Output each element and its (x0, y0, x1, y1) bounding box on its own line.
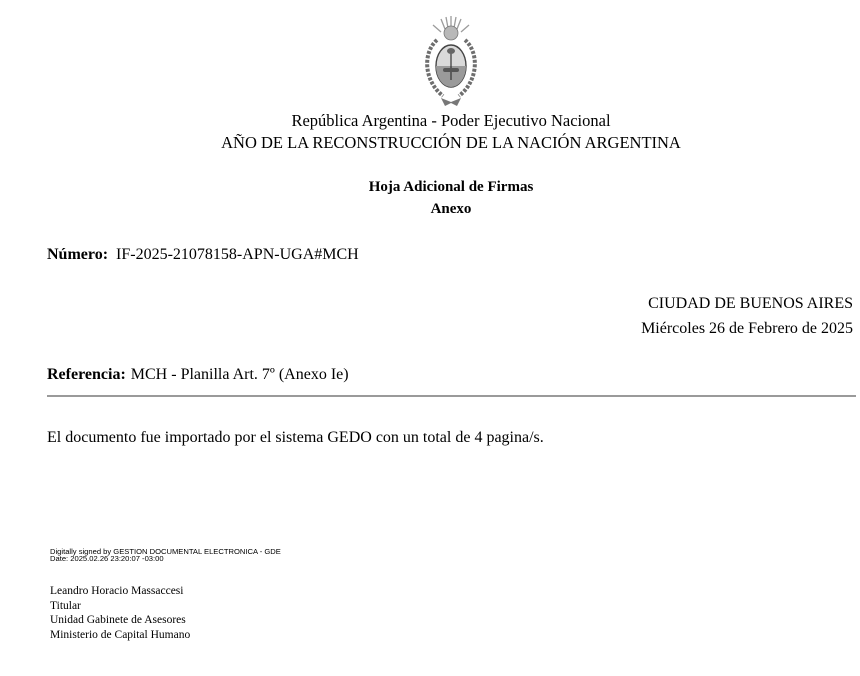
reference-value: MCH - Planilla Art. 7º (Anexo Ie) (130, 366, 349, 383)
document-subtitle: Anexo (430, 201, 472, 217)
signer-name: Leandro Horacio Massaccesi (50, 585, 184, 597)
document-number-label: Número: (47, 246, 109, 263)
place-date: Miércoles 26 de Febrero de 2025 (641, 320, 853, 337)
reference (47, 366, 349, 384)
digital-signature-line: Digitally signed by GESTION DOCUMENTAL ELECTRONICA - GDE (50, 547, 281, 556)
document-number (47, 246, 359, 264)
reference-label: Referencia: (47, 366, 126, 383)
coat-of-arms-icon (417, 14, 485, 110)
header-line-1: República Argentina - Poder Ejecutivo Nacional (291, 111, 611, 130)
place-city: CIUDAD DE BUENOS AIRES (648, 295, 853, 312)
document-title: Hoja Adicional de Firmas (368, 179, 534, 195)
signer-block (50, 584, 190, 642)
digital-signature-stamp (50, 548, 281, 562)
header-line-2: AÑO DE LA RECONSTRUCCIÓN DE LA NACIÓN ARGENTINA (221, 133, 681, 152)
signer-ministry: Ministerio de Capital Humano (50, 628, 191, 641)
signer-unit: Unidad Gabinete de Asesores (50, 614, 186, 626)
digital-signature-date: Date: 2025.02.26 23:20:07 -03:00 (50, 554, 164, 563)
signer-role: Titular (50, 599, 81, 612)
horizontal-divider (47, 395, 856, 397)
document-number-value: IF-2025-21078158-APN-UGA#MCH (116, 246, 359, 263)
body-text: El documento fue importado por el sistema GEDO con un total de 4 pagina/s. (47, 429, 544, 446)
